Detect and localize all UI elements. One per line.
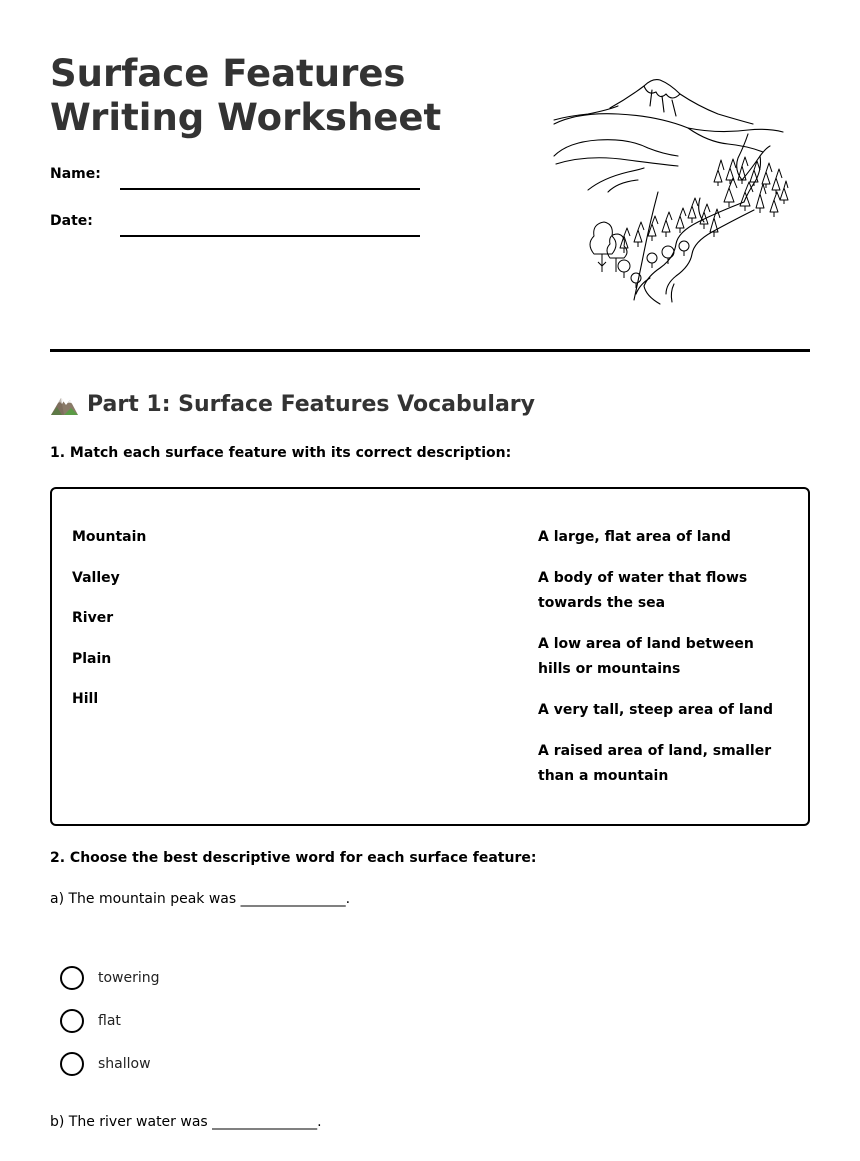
- question-2-prompt: 2. Choose the best descriptive word for each surface feature:: [50, 850, 537, 866]
- mountain-icon: [50, 392, 79, 416]
- option-towering[interactable]: [60, 956, 160, 999]
- radio-button[interactable]: [60, 1009, 84, 1033]
- worksheet-header: [50, 52, 450, 140]
- matching-box: [50, 487, 810, 826]
- description-item[interactable]: A raised area of land, smaller than a mountain: [538, 743, 772, 784]
- name-field-row: [50, 166, 420, 190]
- part1-heading: [50, 388, 535, 420]
- term-item[interactable]: River: [72, 610, 114, 626]
- term-list: [72, 525, 146, 728]
- description-item[interactable]: A very tall, steep area of land: [538, 702, 774, 718]
- part1-title: Part 1: Surface Features Vocabulary: [87, 391, 535, 417]
- date-line[interactable]: [120, 235, 420, 237]
- description-item[interactable]: A large, flat area of land: [538, 529, 731, 545]
- option-label[interactable]: shallow: [98, 1055, 151, 1072]
- description-list: [538, 525, 788, 805]
- term-item[interactable]: Plain: [72, 650, 112, 667]
- sentence-b: b) The river water was _______________.: [50, 1114, 322, 1130]
- term-item[interactable]: Hill: [72, 691, 99, 707]
- radio-button[interactable]: [60, 966, 84, 990]
- worksheet-title: [50, 52, 450, 140]
- term-item[interactable]: Valley: [72, 569, 120, 586]
- term-item[interactable]: Mountain: [72, 529, 147, 545]
- name-line[interactable]: [120, 188, 420, 190]
- description-item[interactable]: A body of water that flows towards the sea: [538, 570, 748, 611]
- description-item[interactable]: A low area of land between hills or mountains: [538, 636, 754, 677]
- question-1-prompt: 1. Match each surface feature with its correct description:: [50, 445, 512, 461]
- mountain-landscape-illustration: [548, 72, 793, 307]
- radio-button[interactable]: [60, 1052, 84, 1076]
- header-divider: [50, 349, 810, 352]
- title-line-1: Surface Features: [50, 52, 406, 95]
- option-label[interactable]: flat: [98, 1012, 121, 1029]
- sentence-a: a) The mountain peak was _______________.: [50, 891, 351, 907]
- name-label: Name:: [50, 166, 101, 182]
- date-label: Date:: [50, 213, 93, 229]
- title-line-2: Writing Worksheet: [50, 96, 442, 139]
- option-label[interactable]: towering: [98, 969, 160, 986]
- option-flat[interactable]: [60, 999, 160, 1042]
- date-field-row: [50, 213, 420, 237]
- options-a: [60, 956, 160, 1085]
- option-shallow[interactable]: [60, 1042, 160, 1085]
